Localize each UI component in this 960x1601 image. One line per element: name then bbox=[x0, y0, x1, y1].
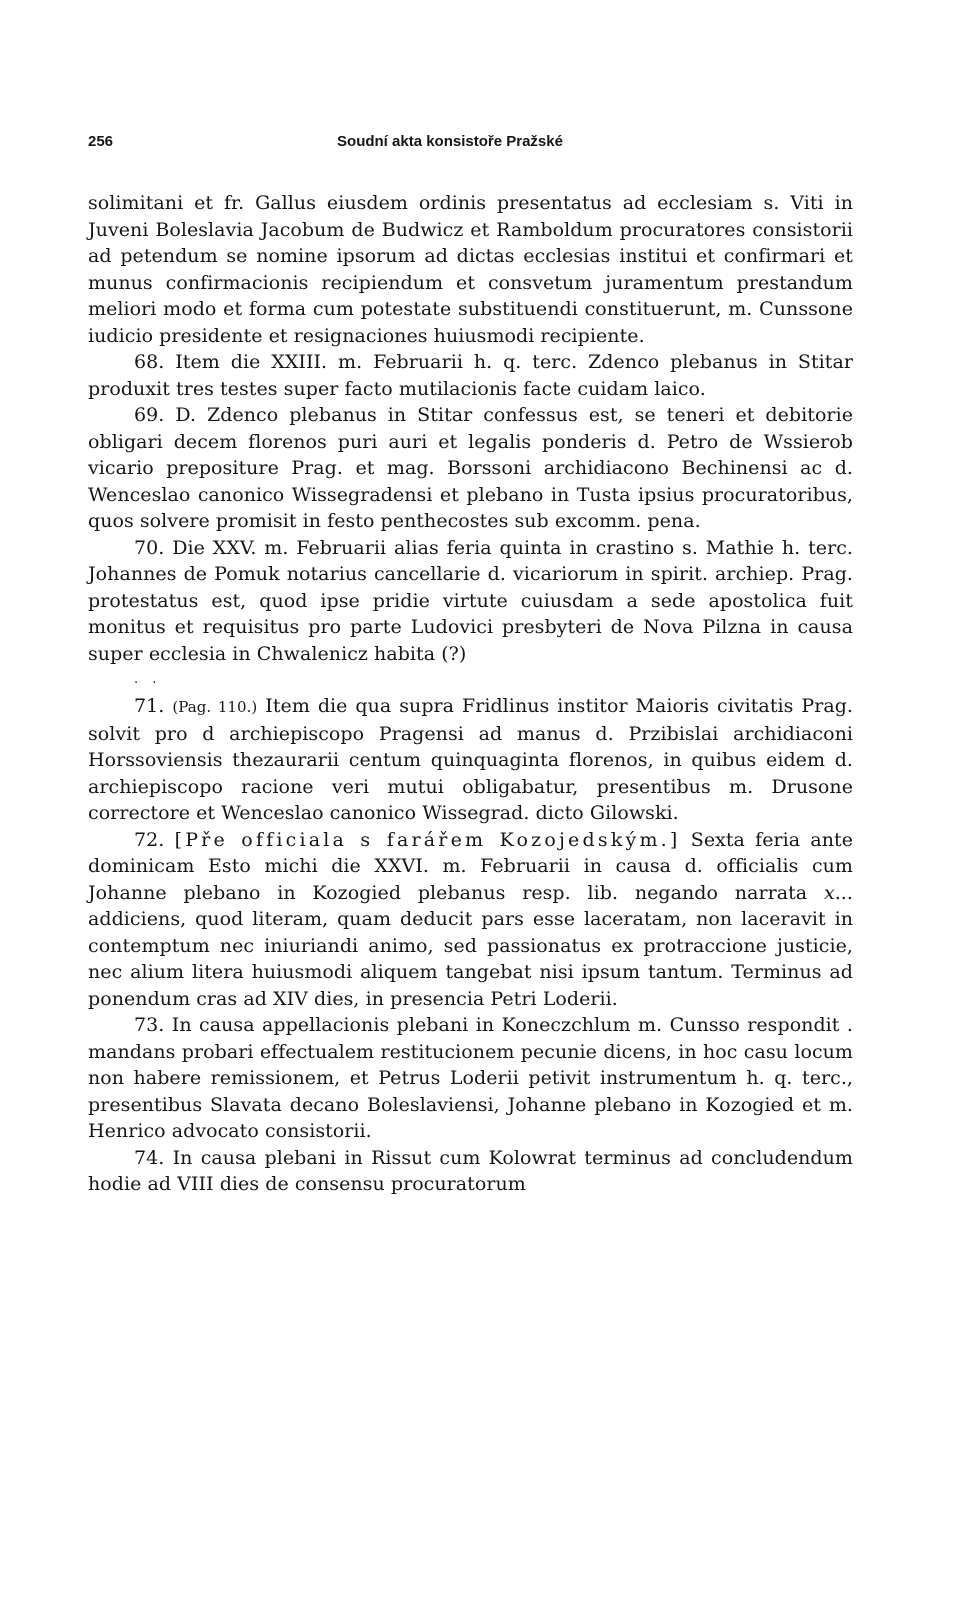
entry-number: 72. bbox=[134, 828, 165, 851]
entry-70: 70. Die XXV. m. Februarii alias feria quinta in crastino s. Mathie h. terc. Johannes de Pomuk notarius cancellarie d. vicariorum in spirit. archiep. Prag. protestatus est, quod ipse pridie virtute cuiusdam a sede apostolica fuit monitus et requisitus pro parte Ludovici presbyteri de Nova Pilzna in causa super ecclesia in Chwalenicz habita (?) bbox=[88, 536, 853, 665]
entry-heading: [Pře officiala s farářem Kozojedským.] bbox=[174, 828, 681, 851]
entry-68: 68. Item die XXIII. m. Februarii h. q. terc. Zdenco plebanus in Stitar produxit tres testes super facto mutilacionis facte cuidam laico. bbox=[88, 351, 853, 400]
page-number: 256 bbox=[88, 133, 114, 150]
paragraph-continuation: solimitani et fr. Gallus eiusdem ordinis presentatus ad ecclesiam s. Viti in Juveni Boleslavia Jacobum de Budwicz et Ramboldum procuratores consistorii ad petendum se nomine ipsorum ad dictas ecclesias institui et confirmari et munus confirmacionis recipiendum et consvetum juramentum prestandum meliori modo et forma cum potestate substituendi constituerunt, m. Cunssone iudicio presidente et resignaciones huiusmodi recipiente. bbox=[88, 192, 853, 347]
body-text bbox=[88, 190, 853, 1198]
entry-text: Sexta feria ante dominicam Esto michi die XXVI. m. Februarii in causa d. officialis cum Johanne plebano in Kozogied plebanus resp. lib. negando narrata bbox=[88, 828, 853, 904]
running-title: Soudní akta konsistoře Pražské bbox=[337, 133, 563, 150]
entry-text: Item die qua supra Fridlinus institor Maioris civitatis Prag. solvit pro d archiepiscopo Pragensi ad manus d. Przibislai archidiaconi Horssoviensis thezaurarii centum quinquaginta florenos, in quibus eidem d. archiepiscopo racione veri mutui obligabatur, presentibus m. Drusone correctore et Wenceslao canonico Wissegrad. dicto Gilowski. bbox=[88, 695, 854, 824]
entry-69: 69. D. Zdenco plebanus in Stitar confessus est, se teneri et debitorie obligari decem florenos puri auri et legalis ponderis d. Petro de Wssierob vicario prepositure Prag. et mag. Borssoni archidiacono Bechinensi ac d. Wenceslao canonico Wissegradensi et plebano in Tusta ipsius procuratoribus, quos solvere promisit in festo penthecostes sub excomm. pena. bbox=[88, 404, 853, 532]
entry-72 bbox=[88, 827, 853, 1013]
page-reference: (Pag. 110.) bbox=[172, 698, 258, 716]
entry-text-after: ... addiciens, quod literam, quam deducit pars esse laceratam, non laceravit in contemptum nec iniuriandi animo, sed passionatus ex protraccione justicie, nec alium litera huiusmodi aliquem tangebat nisi ipsum tantum. Terminus ad ponendum cras ad XIV dies, in presencia Petri Loderii. bbox=[88, 881, 853, 1010]
lacuna-mark: x bbox=[823, 881, 835, 904]
entry-71 bbox=[88, 693, 853, 827]
page-header bbox=[88, 133, 858, 155]
entry-73: 73. In causa appellacionis plebani in Koneczchlum m. Cunsso respondit . mandans probari effectualem restitucionem pecunie dicens, in hoc casu locum non habere remissionem, et Petrus Loderii petivit instrumentum h. q. terc., presentibus Slavata decano Boleslaviensi, Johanne plebano in Kozogied et m. Henrico advocato consistorii. bbox=[88, 1014, 853, 1142]
entry-number: 71. bbox=[134, 695, 165, 717]
separator-dots: . . bbox=[134, 672, 162, 687]
entry-74: 74. In causa plebani in Rissut cum Kolowrat terminus ad concludendum hodie ad VIII dies de consensu procuratorum bbox=[88, 1146, 853, 1195]
